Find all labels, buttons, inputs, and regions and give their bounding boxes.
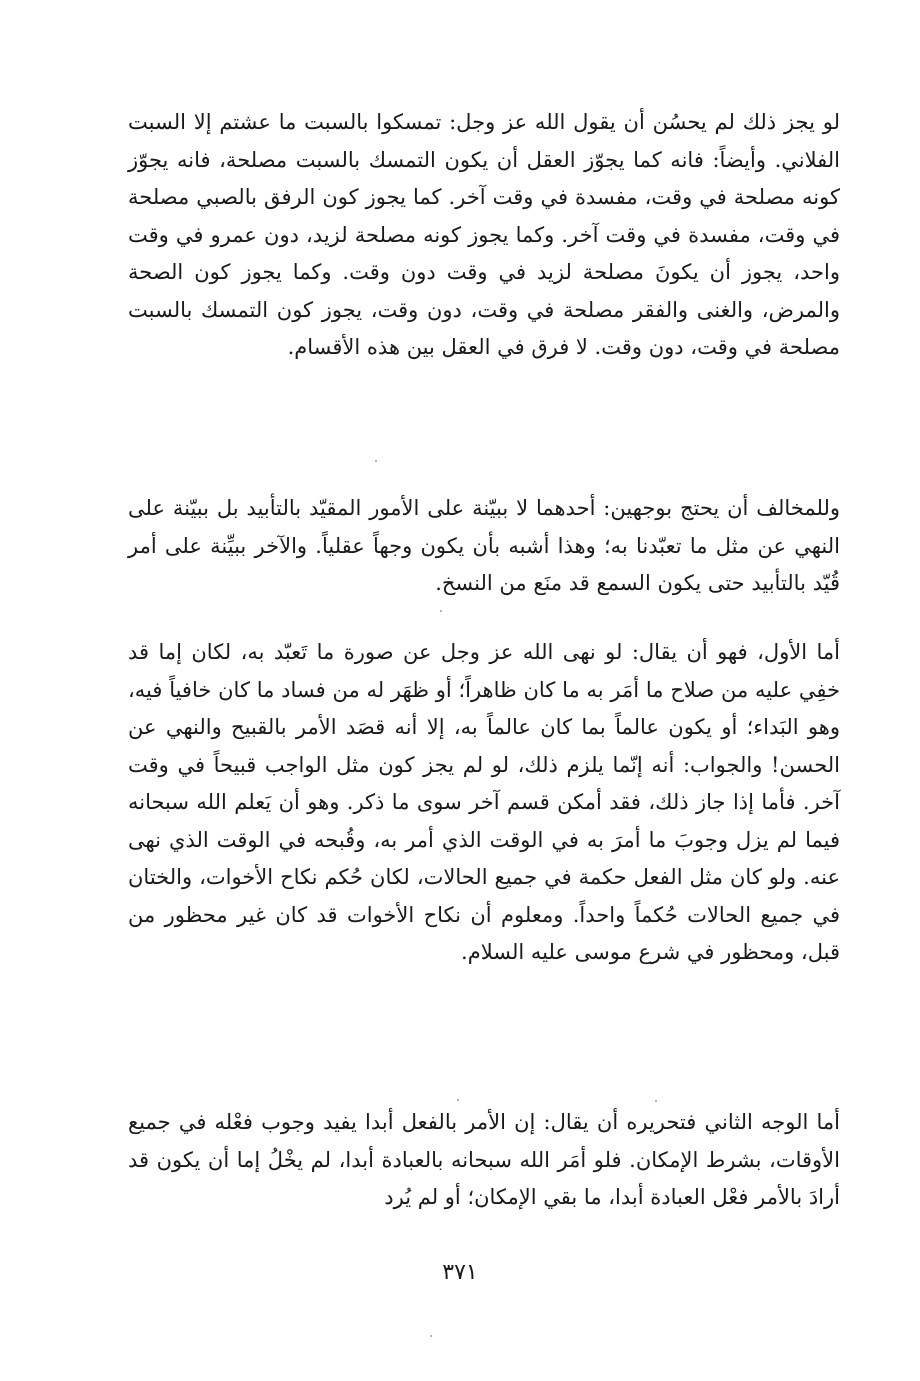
scan-speck <box>655 1100 657 1102</box>
scan-speck <box>375 460 377 462</box>
scan-speck <box>457 1099 459 1101</box>
paragraph-4: أما الوجه الثاني فتحريره أن يقال: إن الأمر بالفعل أبدا يفيد وجوب فعْله في جميع الأوقات، بشرط الإمكان. فلو أمَر الله سبحانه بالعبادة أبدا، لم يخْلُ إما أن يكون قد أرادَ بالأمر فعْل العبادة أبدا، ما بقي الإمكان؛ أو لم يُرد <box>128 1110 840 1209</box>
paragraph-1: لو يجز ذلك لم يحسُن أن يقول الله عز وجل: تمسكوا بالسبت ما عشتم إلا السبت الفلاني. وأيضاً: فانه كما يجوّز العقل أن يكون التمسك بالسبت مصلحة، فانه يجوّز كونه مصلحة في وقت، مفسدة في وقت آخر. كما يجوز كون الرفق بالصبي مصلحة في وقت، مفسدة في وقت آخر. وكما يجوز كونه مصلحة لزيد، دون عمرو في وقت واحد، يجوز أن يكونَ مصلحة لزيد في وقت دون وقت. وكما يجوز كون الصحة والمرض، والغنى والفقر مصلحة في وقت، دون وقت، يجوز كون التمسك بالسبت مصلحة في وقت، دون وقت. لا فرق في العقل بين هذه الأقسام. <box>128 110 840 359</box>
paragraph-2: وللمخالف أن يحتج بوجهين: أحدهما لا ببيّنة على الأمور المقيّد بالتأبيد بل ببيّنة على النهي عن مثل ما تعبّدنا به؛ وهذا أشبه بأن يكون وجهاً عقلياً. والآخر ببيِّنة على أمر قُيّد بالتأبيد حتى يكون السمع قد منَع من النسخ. <box>128 496 840 595</box>
page-number: ٣٧١ <box>442 1260 478 1285</box>
scan-speck <box>440 610 442 612</box>
paragraph-3: أما الأول، فهو أن يقال: لو نهى الله عز وجل عن صورة ما تَعبّد به، لكان إما قد خفِي عليه من صلاح ما أمَر به ما كان ظاهراً؛ أو ظهَر له من فساد ما كان خافياً فيه، وهو البَداء؛ أو يكون عالماً بما كان عالماً به، إلا أنه قصَد الأمر بالقبيح والنهي عن الحسن! والجواب: أنه إنّما يلزم ذلك، لو لم يجز كون مثل الواجب قبيحاً في وقت آخر. فأما إذا جاز ذلك، فقد أمكن قسم آخر سوى ما ذكر. وهو أن يَعلم الله سبحانه فيما لم يزل وجوبَ ما أمرَ به في الوقت الذي أمر به، وقُبحه في الوقت الذي نهى عنه. ولو كان مثل الفعل حكمة في جميع الحالات، لكان حُكم نكاح الأخوات، والختان في جميع الحالات حُكماً واحداً. ومعلوم أن نكاح الأخوات قد كان غير محظور من قبل، ومحظور في شرع موسى عليه السلام. <box>128 640 840 964</box>
scan-speck <box>430 1335 432 1337</box>
